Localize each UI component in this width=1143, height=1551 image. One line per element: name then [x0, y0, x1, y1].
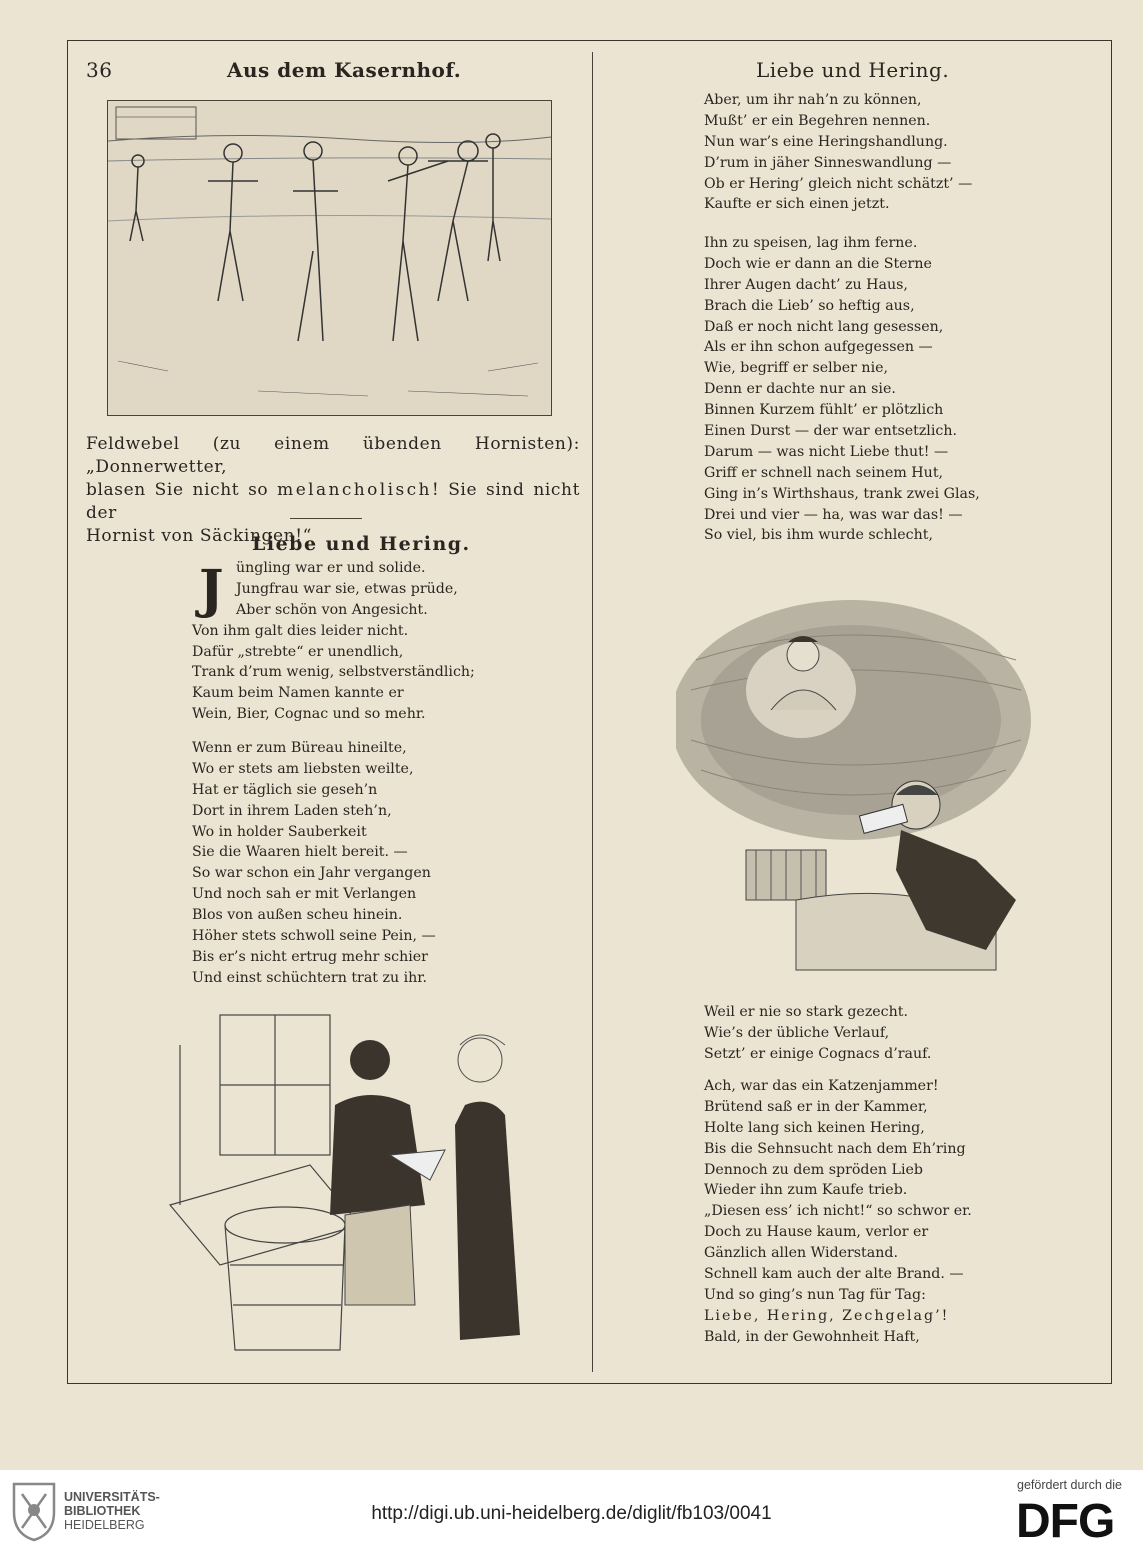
poem-line: Als er ihn schon aufgegessen — — [704, 339, 933, 356]
funded-by-label: gefördert durch die — [1017, 1478, 1122, 1492]
poem-line: üngling war er und solide. — [236, 560, 426, 576]
right-running-title: Liebe und Hering. — [756, 58, 950, 82]
poem-line: Binnen Kurzem fühlt’ er plötzlich — [704, 402, 944, 419]
poem-line: Ach, war das ein Katzenjammer! — [704, 1078, 939, 1094]
poem-line: Mußt’ er ein Begehren nennen. — [704, 112, 931, 129]
poem-line: Einen Durst — der war entsetzlich. — [704, 423, 957, 440]
poem-line: „Diesen ess’ ich nicht!“ so schwor er. — [704, 1203, 972, 1220]
stanza-4 — [704, 233, 980, 546]
poem-line: Aber, um ihr nah’n zu können, — [704, 92, 922, 108]
poem-line: Dort in ihrem Laden steh’n, — [192, 802, 392, 819]
poem-line: So war schon ein Jahr vergangen — [192, 865, 431, 882]
poem-line: Und so ging’s nun Tag für Tag: — [704, 1286, 926, 1303]
stanza-2 — [192, 738, 436, 989]
poem-line: Brach die Lieb’ so heftig aus, — [704, 297, 915, 314]
poem-line: Doch zu Hause kaum, verlor er — [704, 1224, 929, 1241]
poem-line: Sie die Waaren hielt bereit. — — [192, 844, 408, 861]
poem-line: Ihn zu speisen, lag ihm ferne. — [704, 235, 918, 251]
poem-line: Darum — was nicht Liebe thut! — — [704, 443, 949, 460]
poem-line: Daß er noch nicht lang gesessen, — [704, 318, 944, 335]
permalink-url[interactable]: http://digi.ub.uni-heidelberg.de/diglit/fb103/0041 — [371, 1503, 772, 1524]
stanza-6 — [704, 1076, 972, 1348]
poem-line: Und einst schüchtern trat zu ihr. — [192, 969, 428, 986]
poem-line: Ging in’s Wirthshaus, trank zwei Glas, — [704, 485, 980, 502]
poem-line: Ihrer Augen dacht’ zu Haus, — [704, 276, 908, 293]
poem-line: Trank d’rum wenig, selbstverständlich; — [192, 664, 475, 681]
illustration-caption: Feldwebel (zu einem übenden Hornisten): „Donnerwetter, blasen Sie nicht so melancholisch! Sie sind nicht der Hornist von Säckingen!“ — [86, 434, 581, 546]
poem-line: Ob er Hering’ gleich nicht schätzt’ — — [704, 175, 973, 192]
poem-line: Hat er täglich sie geseh’n — [192, 781, 378, 798]
column-divider — [592, 52, 593, 1372]
poem-line: Wo er stets am liebsten weilte, — [192, 760, 414, 777]
drop-cap: J — [199, 559, 224, 620]
poem-line: Jungfrau war sie, etwas prüde, — [236, 580, 458, 597]
stanza-3 — [704, 90, 972, 215]
poem-line: Kaum beim Namen kannte er — [192, 685, 404, 702]
poem-line: Von ihm galt dies leider nicht. — [192, 622, 409, 639]
poem-line: Griff er schnell nach seinem Hut, — [704, 464, 944, 481]
poem-line: Aber schön von Angesicht. — [236, 601, 428, 618]
section-separator — [290, 518, 362, 519]
poem-line: Kaufte er sich einen jetzt. — [704, 196, 890, 213]
poem-line: Dennoch zu dem spröden Lieb — [704, 1161, 923, 1178]
poem-line: Brütend saß er in der Kammer, — [704, 1098, 928, 1115]
poem-line: Wie, begriff er selber nie, — [704, 360, 889, 377]
poem-line: Setzt’ er einige Cognacs d’rauf. — [704, 1045, 932, 1062]
poem-line: Wein, Bier, Cognac und so mehr. — [192, 706, 426, 723]
stanza-5 — [704, 1002, 931, 1065]
poem-line: Schnell kam auch der alte Brand. — — [704, 1266, 964, 1283]
shop-illustration — [160, 1005, 540, 1360]
poem-line: Denn er dachte nur an sie. — [704, 381, 896, 398]
poem-line: Liebe, Hering, Zechgelag’! — [704, 1307, 950, 1324]
poem-line: Drei und vier — ha, was war das! — — [704, 506, 963, 523]
poem-line: Höher stets schwoll seine Pein, — — [192, 928, 436, 945]
poem-line: Bis er’s nicht ertrug mehr schier — [192, 948, 428, 965]
poem-line: Blos von außen scheu hinein. — [192, 907, 403, 924]
poem-title: Liebe und Hering. — [252, 533, 471, 555]
poem-line: Holte lang sich keinen Hering, — [704, 1119, 925, 1136]
poem-line: D’rum in jäher Sinneswandlung — — [704, 154, 952, 171]
poem-line: Gänzlich allen Widerstand. — [704, 1245, 898, 1262]
left-section-title: Aus dem Kasernhof. — [227, 58, 462, 82]
footer-bar — [0, 1470, 1143, 1551]
page-number: 36 — [86, 58, 113, 82]
poem-line: Und noch sah er mit Verlangen — [192, 886, 417, 903]
poem-line: So viel, bis ihm wurde schlecht, — [704, 527, 933, 544]
poem-line: Wo in holder Sauberkeit — [192, 823, 367, 840]
poem-line: Wie’s der übliche Verlauf, — [704, 1024, 890, 1041]
poem-line: Wieder ihn zum Kaufe trieb. — [704, 1182, 908, 1199]
library-name: UNIVERSITÄTS- BIBLIOTHEK HEIDELBERG — [64, 1490, 160, 1532]
poem-line: Wenn er zum Büreau hineilte, — [192, 740, 407, 756]
poem-line: Dafür „strebte“ er unendlich, — [192, 643, 404, 660]
poem-line: Doch wie er dann an die Sterne — [704, 255, 932, 272]
stanza-1 — [192, 558, 475, 725]
poem-line: Weil er nie so stark gezecht. — [704, 1004, 908, 1020]
dfg-logo: DFG — [1016, 1495, 1115, 1548]
drinking-man-illustration — [676, 570, 1046, 990]
poem-line: Bis die Sehnsucht nach dem Eh’ring — [704, 1140, 966, 1157]
poem-line: Nun war’s eine Heringshandlung. — [704, 133, 948, 150]
soldiers-illustration — [107, 100, 552, 416]
poem-line: Bald, in der Gewohnheit Haft, — [704, 1328, 920, 1345]
